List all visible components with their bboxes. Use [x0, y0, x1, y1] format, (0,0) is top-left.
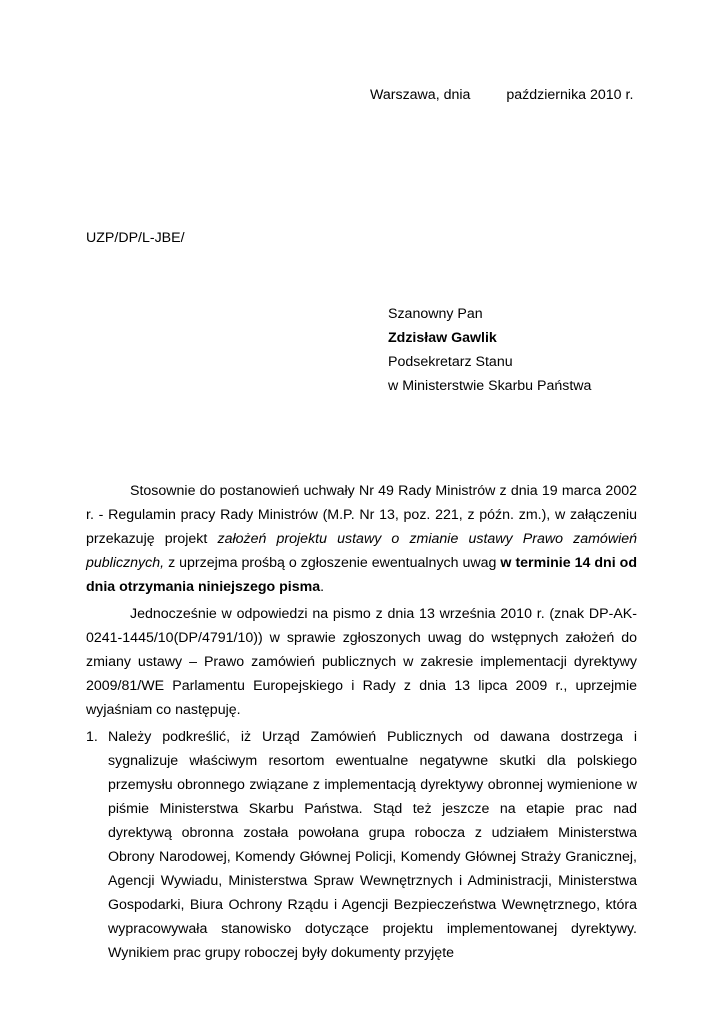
p1-text-b: z uprzejma prośbą o zgłoszenie ewentualnych uwag: [164, 555, 501, 571]
body-paragraph-1: [86, 479, 637, 599]
list-item-text: Należy podkreślić, iż Urząd Zamówień Publicznych od dawana dostrzega i sygnalizuje właściwym resortom ewentualne negatywne skutki dla polskiego przemysłu obronnego związane z implementacją dyrektywy obronnej wymienione w piśmie Ministerstwa Skarbu Państwa. Stąd też jeszcze na etapie prac nad dyrektywą obronna została powołana grupa robocza z udziałem Ministerstwa Obrony Narodowej, Komendy Głównej Policji, Komendy Głównej Straży Granicznej, Agencji Wywiadu, Ministerstwa Spraw Wewnętrznych i Administracji, Ministerstwa Gospodarki, Biura Ochrony Rządu i Agencji Bezpieczeństwa Wewnętrznego, która wypracowywała stanowisko dotyczące projektu implementowanej dyrektywy. Wynikiem prac grupy roboczej były dokumenty przyjęte: [108, 729, 637, 961]
reference-number: UZP/DP/L-JBE/: [86, 230, 185, 246]
body-paragraph-2: Jednocześnie w odpowiedzi na pismo z dnia 13 września 2010 r. (znak DP-AK-0241-1445/10(DP/4791/10)) w sprawie zgłoszonych uwag do wstępnych założeń do zmiany ustawy – Prawo zamówień publicznych w zakresie implementacji dyrektywy 2009/81/WE Parlamentu Europejskiego i Rady z dnia 13 lipca 2009 r., uprzejmie wyjaśniam co następuję.: [86, 606, 637, 718]
date-place-label: Warszawa, dnia: [370, 87, 471, 103]
addressee-position: Podsekretarz Stanu: [388, 354, 513, 370]
date-month-year: października 2010 r.: [506, 87, 634, 103]
p1-text-a: Stosownie do postanowień uchwały Nr 49 Rady Ministrów z dnia 19 marca 2002 r. - Regulamin pracy Rady Ministrów (M.P. Nr 13, poz. 221, z późn. zm.), w załączeniu przekazuję projekt: [86, 483, 637, 547]
numbered-list: [86, 725, 637, 965]
addressee-salutation: Szanowny Pan: [388, 306, 483, 322]
p1-text-c: .: [320, 579, 325, 595]
letter-date: [370, 87, 633, 104]
addressee-block: [388, 306, 591, 402]
p1-italic-title: założeń projektu ustawy o zmianie ustawy Prawo zamówień publicznych,: [86, 531, 637, 571]
addressee-name: Zdzisław Gawlik: [388, 330, 497, 346]
p1-bold-deadline: w terminie 14 dni od dnia otrzymania niniejszego pisma: [86, 555, 637, 595]
list-item-number: 1.: [86, 729, 98, 745]
addressee-institution: w Ministerstwie Skarbu Państwa: [388, 378, 592, 394]
list-item: [86, 725, 637, 965]
